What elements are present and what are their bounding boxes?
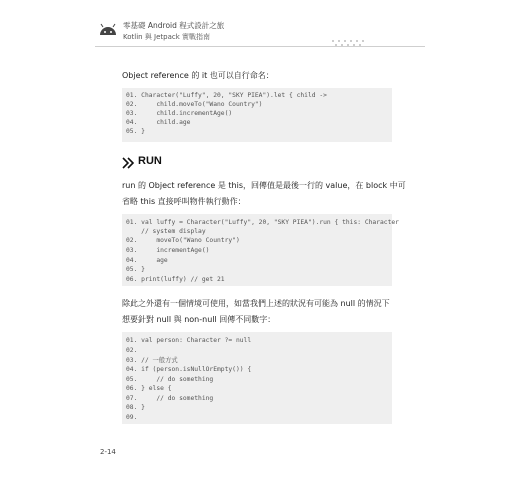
section-heading-text: RUN — [138, 155, 162, 167]
code-line: // system display — [126, 228, 206, 235]
code-block-null-check — [122, 332, 392, 424]
code-line: 05. // do something — [126, 376, 214, 383]
code-block-let — [122, 88, 392, 142]
null-paragraph-line-1: 除此之外還有一個情境可使用，如當我們上述的狀況有可能為 null 的情況下 — [122, 299, 390, 308]
code-line: 02. — [126, 347, 138, 354]
run-paragraph-line-1: run 的 Object reference 是 this，回傳值是最後一行的 value，在 block 中可 — [122, 181, 406, 190]
book-subtitle: Kotlin 與 Jetpack 實戰指南 — [123, 33, 211, 41]
null-paragraph-line-2: 想要針對 null 與 non-null 回傳不同數字： — [122, 315, 276, 324]
code-line: 01. Character("Luffy", 20, "SKY PIEA").let { child -> — [126, 92, 327, 99]
code-line: 05. } — [126, 266, 145, 273]
code-line: 04. if (person.isNullOrEmpty()) { — [126, 366, 252, 373]
code-line: 04. age — [126, 257, 168, 264]
header-rule — [95, 46, 425, 47]
code-line: 06. print(luffy) // get 21 — [126, 276, 225, 283]
android-robot-icon — [97, 22, 119, 44]
double-chevron-icon — [122, 156, 136, 170]
code-line: 05. } — [126, 128, 145, 135]
code-line: 01. val luffy = Character("Luffy", 20, "SKY PIEA").run { this: Character — [126, 219, 399, 226]
code-line: 08. } — [126, 404, 145, 411]
code-line: 03. child.incrementAge() — [126, 110, 233, 117]
page-header — [95, 20, 425, 50]
page-number: 2-14 — [100, 448, 116, 456]
run-paragraph-line-2: 省略 this 直接呼叫物件執行動作： — [122, 197, 246, 206]
code-line: 03. incrementAge() — [126, 247, 210, 254]
intro-paragraph: Object reference 的 it 也可以自行命名： — [122, 71, 274, 80]
code-line: 01. val person: Character ?= null — [126, 337, 252, 344]
code-line: 06. } else { — [126, 385, 172, 392]
code-line: 02. moveTo("Wano Country") — [126, 237, 240, 244]
code-line: 04. child.age — [126, 119, 191, 126]
code-line: 03. // 一般方式 — [126, 357, 178, 364]
code-line: 02. child.moveTo("Wano Country") — [126, 101, 263, 108]
code-line: 07. // do something — [126, 395, 214, 402]
code-block-run — [122, 214, 399, 286]
book-title: 零基礎 Android 程式設計之旅 — [123, 21, 225, 30]
code-line: 09. — [126, 414, 138, 421]
